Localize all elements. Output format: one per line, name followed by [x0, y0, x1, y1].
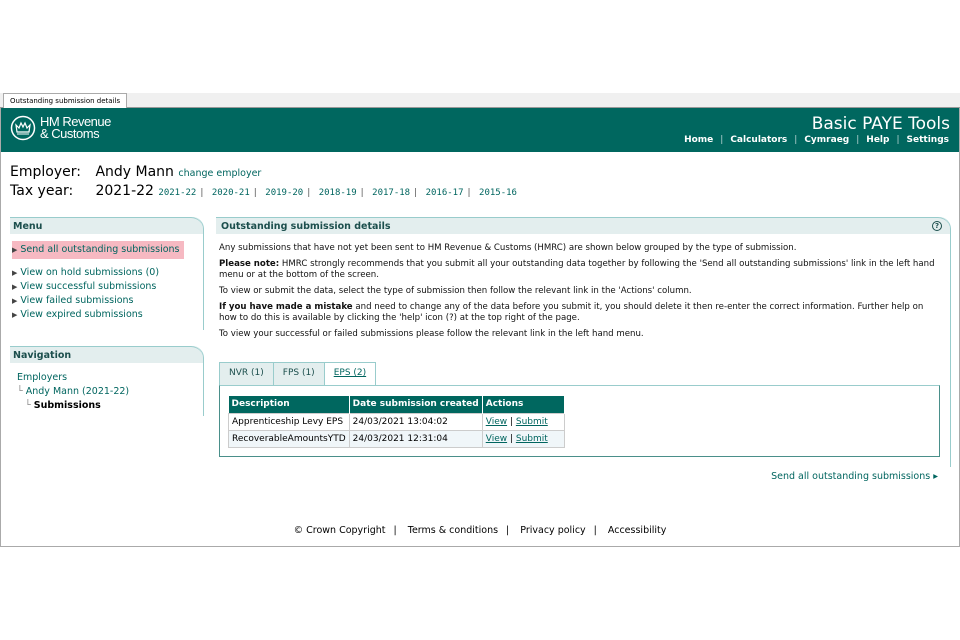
table-row: RecoverableAmountsYTD 24/03/2021 12:31:04 View | Submit [229, 430, 565, 447]
view-text: To view your successful or failed submissions please follow the relevant link in the left hand menu. [219, 329, 644, 339]
year-link[interactable]: 2020-21 [211, 188, 250, 198]
change-employer-link[interactable]: change employer [178, 168, 262, 179]
nav-cymraeg[interactable]: Cymraeg [804, 135, 850, 145]
employer-name: Andy Mann [95, 164, 174, 180]
instructions-text: To view or submit the data, select the type of submission then follow the relevant link in the 'Actions' column. [219, 286, 692, 296]
window-tab[interactable]: Outstanding submission details [3, 93, 127, 108]
year-link[interactable]: 2019-20 [265, 188, 304, 198]
table-row: Apprenticeship Levy EPS 24/03/2021 13:04:02 View | Submit [229, 413, 565, 430]
current-tax-year: 2021-22 [95, 183, 154, 199]
view-link[interactable]: View [485, 433, 508, 444]
year-link[interactable]: 2016-17 [425, 188, 464, 198]
menu-send-all[interactable]: ▶ Send all outstanding submissions [12, 241, 184, 259]
footer: © Crown Copyright | Terms & conditions | Privacy policy | Accessibility [293, 525, 667, 536]
copyright: © Crown Copyright [293, 525, 386, 536]
menu-successful[interactable]: ▶ View successful submissions [12, 281, 157, 292]
employer-label: Employer: [10, 164, 81, 180]
divider: | [794, 135, 798, 145]
main-title: Outstanding submission details [221, 221, 391, 232]
hmrc-logo[interactable] [10, 115, 111, 141]
col-description: Description [229, 396, 350, 413]
accessibility-link[interactable]: Accessibility [607, 525, 667, 536]
header [1, 108, 959, 152]
nav-submissions-current: Submissions [33, 400, 101, 411]
tab-fps[interactable]: FPS (1) [273, 362, 325, 386]
tab-eps[interactable]: EPS (2) [324, 362, 376, 386]
year-link[interactable]: 2018-19 [318, 188, 357, 198]
year-link[interactable]: 2017-18 [372, 188, 411, 198]
app-title: Basic PAYE Tools [811, 114, 950, 134]
menu-expired[interactable]: ▶ View expired submissions [12, 309, 143, 320]
nav-employer-andy-mann[interactable]: Andy Mann (2021-22) [25, 386, 130, 397]
submission-type-tabs [219, 362, 375, 386]
tax-year-line: Tax year: 2021-22 2021-22 | 2020-21 | 2019-20 | 2018-19 | 2017-18 | 2016-17 | 2015-16 [10, 183, 517, 199]
top-nav [684, 135, 949, 145]
privacy-link[interactable]: Privacy policy [520, 525, 586, 536]
menu-on-hold[interactable]: ▶ View on hold submissions (0) [12, 267, 160, 278]
divider: | [856, 135, 860, 145]
tax-year-label: Tax year: [10, 183, 74, 199]
menu-title: Menu [10, 217, 203, 234]
submissions-table [228, 396, 565, 448]
nav-help[interactable]: Help [866, 135, 890, 145]
col-actions: Actions [482, 396, 564, 413]
crown-icon [10, 115, 36, 141]
terms-link[interactable]: Terms & conditions [407, 525, 499, 536]
nav-employers[interactable]: Employers [17, 372, 68, 383]
logo-line1: HM Revenue [40, 114, 111, 129]
nav-calculators[interactable]: Calculators [730, 135, 788, 145]
col-date: Date submission created [349, 396, 482, 413]
tab-strip [0, 93, 960, 108]
intro-text: Any submissions that have not yet been sent to HM Revenue & Customs (HMRC) are shown below grouped by the type of submission. [219, 243, 797, 253]
send-all-link[interactable]: Send all outstanding submissions ▸ [771, 471, 938, 482]
nav-home[interactable]: Home [684, 135, 714, 145]
menu-failed[interactable]: ▶ View failed submissions [12, 295, 134, 306]
tab-nvr[interactable]: NVR (1) [219, 362, 274, 386]
mistake-text: If you have made a mistake and need to change any of the data before you submit it, you should delete it then re-enter the correct information. Further help on how to do this is available by clicking the 'help' icon (?) at the top right of the page. [219, 302, 924, 323]
view-link[interactable]: View [485, 416, 508, 427]
logo-line2: & Customs [40, 126, 100, 141]
year-link[interactable]: 2021-22 [158, 188, 197, 198]
menu-panel [10, 217, 204, 330]
navigation-title: Navigation [10, 346, 203, 363]
help-icon[interactable]: ? [932, 221, 942, 231]
divider: | [720, 135, 724, 145]
employer-line [10, 164, 261, 180]
submit-link[interactable]: Submit [515, 433, 548, 444]
note-text: Please note: HMRC strongly recommends that you submit all your outstanding data together by following the 'Send all outstanding submissions' link in the left hand menu or at the bottom of the screen. [219, 259, 935, 280]
year-link[interactable]: 2015-16 [479, 188, 517, 198]
navigation-panel: Navigation Employers └ Andy Mann (2021-22) └ Submissions [10, 346, 204, 416]
submit-link[interactable]: Submit [515, 416, 548, 427]
divider: | [896, 135, 900, 145]
nav-settings[interactable]: Settings [906, 135, 949, 145]
